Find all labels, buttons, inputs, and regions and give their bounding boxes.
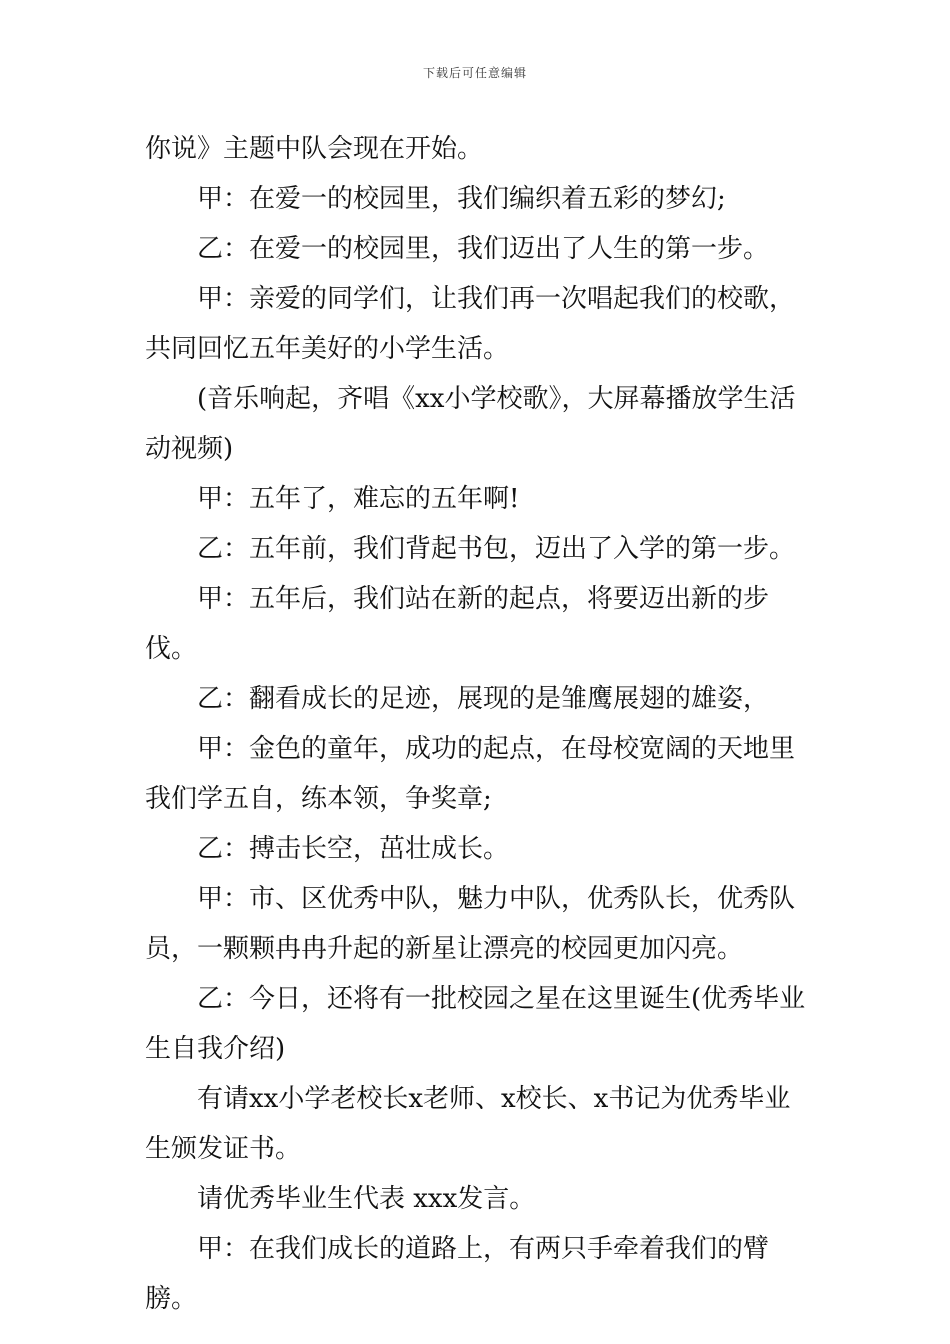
paragraph-5: (音乐响起，齐唱《xx小学校歌》，大屏幕播放学生活动视频)	[145, 384, 796, 464]
paragraph-9: 乙：翻看成长的足迹，展现的是雏鹰展翅的雄姿，	[197, 684, 770, 714]
paragraph-4: 甲：亲爱的同学们，让我们再一次唱起我们的校歌，共同回忆五年美好的小学生活。	[145, 284, 796, 364]
paragraph-2: 甲：在爱一的校园里，我们编织着五彩的梦幻;	[197, 184, 726, 214]
paragraph-6: 甲：五年了，难忘的五年啊!	[197, 484, 520, 514]
paragraph-15: 请优秀毕业生代表 xxx发言。	[197, 1184, 536, 1214]
paragraph-16: 甲：在我们成长的道路上，有两只手牵着我们的臂膀。	[145, 1234, 770, 1314]
paragraph-10: 甲：金色的童年，成功的起点，在母校宽阔的天地里我们学五自，练本领，争奖章;	[145, 734, 796, 814]
paragraph-13: 乙：今日，还将有一批校园之星在这里诞生(优秀毕业生自我介绍)	[145, 984, 806, 1064]
page-header: 下载后可任意编辑	[422, 66, 527, 80]
paragraph-14: 有请xx小学老校长x老师、x校长、x书记为优秀毕业生颁发证书。	[145, 1084, 791, 1164]
paragraph-3: 乙：在爱一的校园里，我们迈出了人生的第一步。	[197, 234, 770, 264]
paragraph-1: 你说》主题中队会现在开始。	[145, 134, 484, 164]
paragraph-12: 甲：市、区优秀中队，魅力中队，优秀队长，优秀队员，一颗颗冉冉升起的新星让漂亮的校园更加闪亮。	[145, 884, 796, 964]
paragraph-8: 甲：五年后，我们站在新的起点，将要迈出新的步伐。	[145, 584, 770, 664]
paragraph-7: 乙：五年前，我们背起书包，迈出了入学的第一步。	[197, 534, 796, 564]
paragraph-11: 乙：搏击长空，茁壮成长。	[197, 834, 510, 864]
document-body	[145, 124, 810, 1324]
